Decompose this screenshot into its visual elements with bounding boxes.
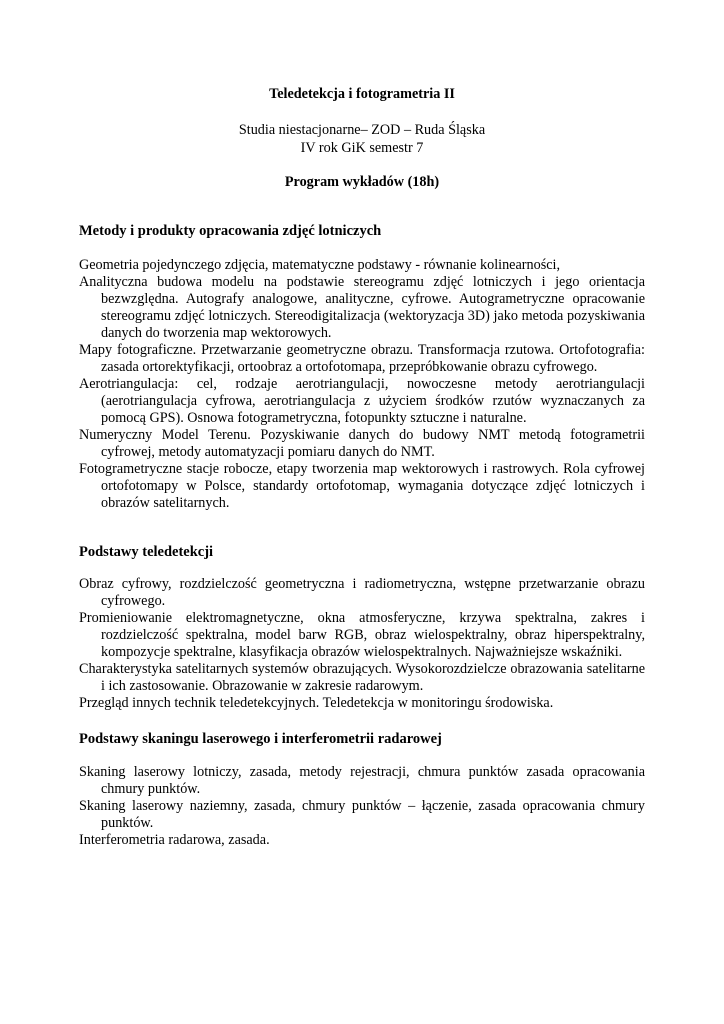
list-item: Promieniowanie elektromagnetyczne, okna atmosferyczne, krzywa spektralna, zakres i rozdzielczość spektralna, model barw RGB, obraz wielospektralny, obraz hiperspektralny, kompozycje spektralne, klasyfikacja obrazów wielospektralnych. Najważniejsze wskaźniki.: [79, 610, 645, 660]
section-body-photogrammetry: [79, 257, 645, 512]
list-item: Mapy fotograficzne. Przetwarzanie geometryczne obrazu. Transformacja rzutowa. Ortofotografia: zasada ortorektyfikacji, ortoobraz a ortofotomapa, przepróbkowanie obrazu cyfrowego.: [79, 342, 645, 375]
list-item: Skaning laserowy lotniczy, zasada, metody rejestracji, chmura punktów zasada opracowania chmury punktów.: [79, 764, 645, 797]
year-semester-line: IV rok GiK semestr 7: [300, 140, 424, 156]
list-item: Przegląd innych technik teledetekcyjnych. Teledetekcja w monitoringu środowiska.: [79, 695, 554, 711]
section-heading-laser-scanning: Podstawy skaningu laserowego i interferometrii radarowej: [79, 731, 442, 747]
list-item: Numeryczny Model Terenu. Pozyskiwanie danych do budowy NMT metodą fotogrametrii cyfrowej, metody automatyzacji pomiaru danych do NMT.: [79, 427, 645, 460]
list-item: Obraz cyfrowy, rozdzielczość geometryczna i radiometryczna, wstępne przetwarzanie obrazu cyfrowego.: [79, 576, 645, 609]
document-title: Teledetekcja i fotogrametria II: [269, 86, 455, 102]
section-heading-photogrammetry: Metody i produkty opracowania zdjęć lotniczych: [79, 223, 382, 239]
list-item: Analityczna budowa modelu na podstawie stereogramu zdjęć lotniczych i jego orientacja bezwzględna. Autografy analogowe, analityczne, cyfrowe. Autogrametryczne opracowanie stereogramu zdjęć lotniczych. Stereodigitalizacja (wektoryzacja 3D) jako metoda pozyskiwania danych do tworzenia map wektorowych.: [79, 274, 645, 341]
list-item: Skaning laserowy naziemny, zasada, chmury punktów – łączenie, zasada opracowania chmury punktów.: [79, 798, 645, 831]
list-item: Charakterystyka satelitarnych systemów obrazujących. Wysokorozdzielcze obrazowania satelitarne i ich zastosowanie. Obrazowanie w zakresie radarowym.: [79, 661, 645, 694]
program-heading: Program wykładów (18h): [284, 174, 440, 190]
section-heading-remote-sensing: Podstawy teledetekcji: [79, 544, 214, 560]
list-item: Interferometria radarowa, zasada.: [79, 832, 270, 848]
section-body-remote-sensing: [79, 576, 645, 712]
section-body-laser-scanning: [79, 764, 645, 849]
list-item: Fotogrametryczne stacje robocze, etapy tworzenia map wektorowych i rastrowych. Rola cyfrowej ortofotomapy w Polsce, standardy ortofotomap, wymagania dotyczące zdjęć lotniczych i obrazów satelitarnych.: [79, 461, 645, 511]
list-item: Aerotriangulacja: cel, rodzaje aerotriangulacji, nowoczesne metody aerotriangulacji (aerotriangulacja cyfrowa, aerotriangulacja z użyciem środków rzutów wyznaczanych za pomocą GPS). Osnowa fotogrametryczna, fotopunkty sztuczne i naturalne.: [79, 376, 645, 426]
study-mode-line: Studia niestacjonarne– ZOD – Ruda Śląska: [238, 122, 486, 138]
list-item: Geometria pojedynczego zdjęcia, matematyczne podstawy - równanie kolinearności,: [79, 257, 560, 273]
